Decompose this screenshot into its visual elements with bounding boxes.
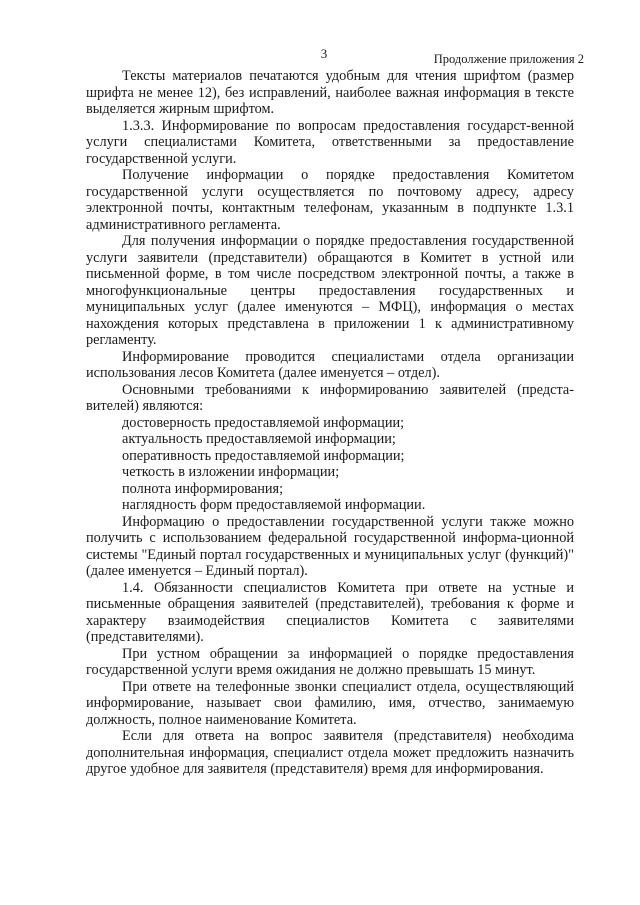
paragraph-section-1-4: 1.4. Обязанности специалистов Комитета при ответе на устные и письменные обращения заявителей (представителей), требования к форме и характеру взаимодействия специалистов Комитета с заявителями (представителями). — [86, 579, 574, 645]
list-item: актуальность предоставляемой информации; — [122, 431, 396, 447]
paragraph-additional-info: Если для ответа на вопрос заявителя (представителя) необходима дополнительная информация, специалист отдела может предложить назначить другое удобное для заявителя (представителя) время для информирования. — [86, 728, 574, 777]
list-item: оперативность предоставляемой информации; — [122, 447, 405, 464]
paragraph-print-requirements: Тексты материалов печатаются удобным для чтения шрифтом (размер шрифта не менее 12), без исправлений, наиболее важная информация в тексте выделяется жирным шрифтом. — [86, 68, 574, 117]
page-number: 3 — [320, 46, 328, 61]
document-body — [86, 68, 574, 778]
continuation-note: Продолжение приложения 2 — [433, 52, 584, 66]
paragraph-obtaining-info: Получение информации о порядке предоставления Комитетом государственной услуги осуществляется по почтовому адресу, адресу электронной почты, контактным телефонам, указанным в подпункте 1.3.1 административного регламента. — [86, 167, 574, 233]
paragraph-section-1-3-3: 1.3.3. Информирование по вопросам предоставления государст-венной услуги специалистами Комитета, ответственными за предоставление государственной услуги. — [86, 117, 574, 167]
list-item: полнота информирования; — [122, 480, 284, 497]
paragraph-phone-calls: При ответе на телефонные звонки специалист отдела, осуществляющий информирование, называет свои фамилию, имя, отчество, занимаемую должность, полное наименование Комитета. — [86, 678, 574, 728]
paragraph-applicants-contact: Для получения информации о порядке предоставления государственной услуги заявители (представители) обращаются в Комитет в устной или письменной форме, в том числе посредством электронной почты, а также в многофункциональные центры предоставления государственных и муниципальных услуг (далее именуются – МФЦ), информация о местах нахождения которых представлена в приложении 1 к административному регламенту. — [86, 233, 574, 348]
paragraph-waiting-time: При устном обращении за информацией о порядке предоставления государственной услуги время ожидания не должно превышать 15 минут. — [86, 645, 574, 678]
paragraph-requirements-intro: Основными требованиями к информированию заявителей (предста-вителей) являются: — [86, 381, 574, 414]
paragraph-unified-portal: Информацию о предоставлении государственной услуги также можно получить с использованием федеральной государственной информа-ционной системы "Единый портал государственных и муниципальных услуг (функций)" (далее именуется – Единый портал). — [86, 513, 574, 579]
list-item: достоверность предоставляемой информации; — [122, 414, 405, 431]
paragraph-informing-staff: Информирование проводится специалистами отдела организации использования лесов Комитета (далее именуется – отдел). — [86, 348, 574, 381]
list-item: четкость в изложении информации; — [122, 464, 340, 480]
list-item: наглядность форм предоставляемой информации. — [122, 497, 426, 513]
